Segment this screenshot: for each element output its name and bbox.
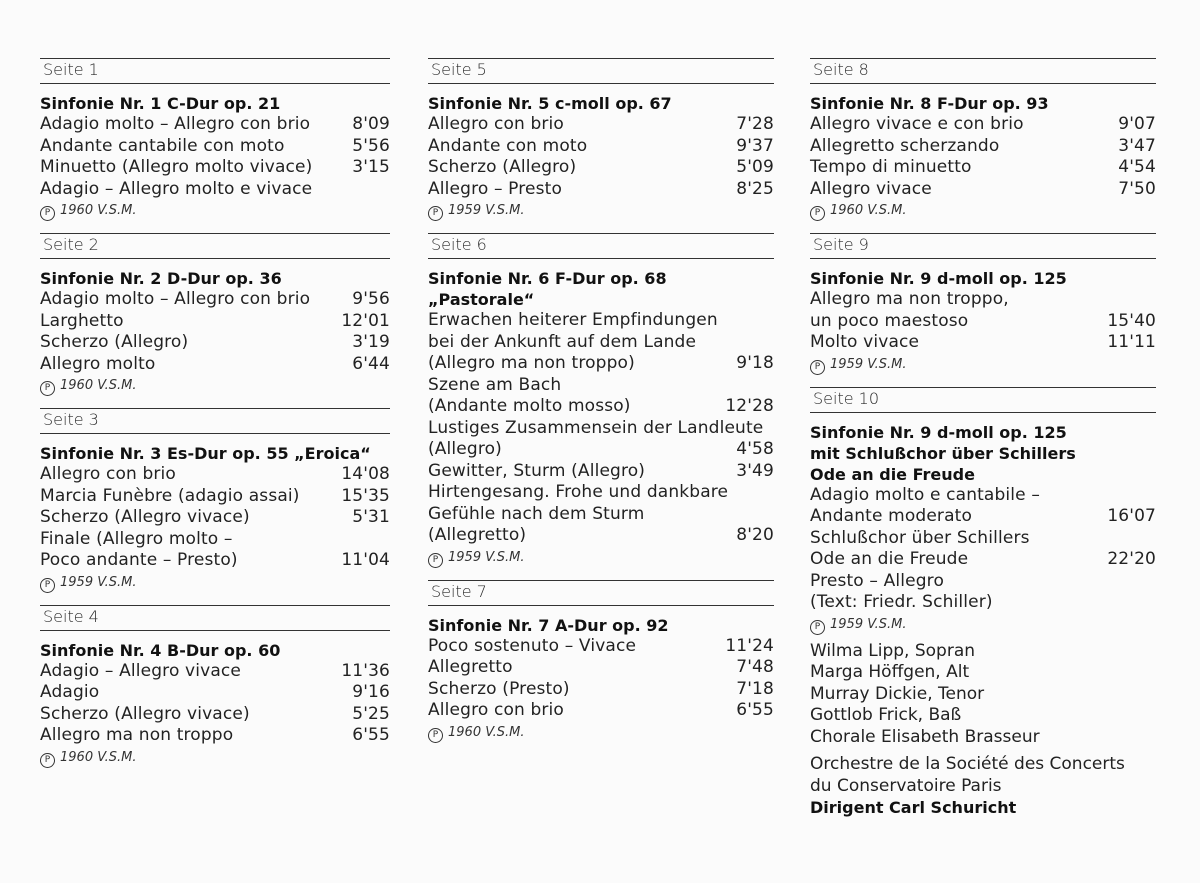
column-2	[428, 58, 774, 755]
side-heading: Seite 7	[428, 580, 774, 606]
track-title: (Andante molto mosso)	[428, 396, 631, 416]
track-duration: 4'58	[736, 439, 774, 459]
track-row	[810, 289, 1156, 311]
track-duration: 3'47	[1118, 135, 1156, 156]
track-duration: 7'28	[736, 114, 774, 134]
track-title: (Allegretto)	[428, 525, 527, 545]
symphony-title: Sinfonie Nr. 6 F-Dur op. 68 „Pastorale“	[428, 269, 667, 309]
track-row	[810, 592, 1156, 614]
track-title: Erwachen heiterer Empfindungen	[428, 310, 718, 330]
track-row	[40, 486, 390, 508]
copyright-text: 1959 V.S.M.	[448, 549, 525, 565]
track-title: (Text: Friedr. Schiller)	[810, 592, 993, 612]
track-title: Ode an die Freude	[810, 549, 969, 569]
copyright-line	[40, 200, 390, 221]
track-row	[40, 311, 390, 333]
copyright-line	[40, 747, 390, 768]
copyright-line	[428, 722, 774, 743]
track-title: Szene am Bach	[428, 374, 562, 395]
track-row	[428, 114, 774, 136]
track-duration: 8'09	[352, 114, 390, 134]
copyright-text: 1960 V.S.M.	[448, 724, 525, 740]
track-title: Scherzo (Allegro)	[40, 332, 189, 352]
track-duration: 7'50	[1118, 178, 1156, 199]
track-title: Allegro con brio	[40, 464, 176, 484]
phonogram-icon: P	[40, 381, 55, 396]
symphony-title: Sinfonie Nr. 5 c-moll op. 67	[428, 94, 672, 113]
track-duration: 15'35	[341, 485, 390, 506]
track-row	[428, 636, 774, 658]
side-heading: Seite 9	[810, 233, 1156, 259]
track-row	[40, 529, 390, 551]
track-row	[810, 332, 1156, 354]
copyright-line	[40, 375, 390, 396]
track-duration: 22'20	[1107, 549, 1156, 569]
track-row	[428, 310, 774, 332]
track-title: Finale (Allegro molto –	[40, 528, 233, 549]
track-duration: 7'48	[736, 657, 774, 677]
track-row	[40, 179, 390, 201]
track-row	[810, 485, 1156, 507]
orchestra-line: Orchestre de la Société des Concerts	[810, 754, 1125, 774]
phonogram-icon: P	[428, 728, 443, 743]
track-duration: 9'37	[736, 135, 774, 156]
track-row	[810, 506, 1156, 528]
track-duration: 9'16	[352, 682, 390, 702]
track-row	[40, 661, 390, 683]
track-row	[428, 179, 774, 201]
track-duration: 8'25	[736, 178, 774, 199]
symphony-title: Sinfonie Nr. 7 A-Dur op. 92	[428, 615, 669, 635]
track-row	[428, 375, 774, 397]
copyright-text: 1959 V.S.M.	[448, 203, 525, 218]
side-heading: Seite 3	[40, 408, 390, 434]
track-row	[428, 157, 774, 179]
track-row	[40, 704, 390, 726]
copyright-text: 1960 V.S.M.	[60, 749, 137, 765]
track-row	[428, 482, 774, 504]
track-duration: 3'49	[736, 460, 774, 481]
track-title: Lustiges Zusammensein der Landleute	[428, 417, 764, 438]
track-duration: 3'15	[352, 157, 390, 177]
side-4	[40, 605, 390, 768]
choir: Chorale Elisabeth Brasseur	[810, 726, 1040, 747]
track-row	[810, 179, 1156, 201]
track-title: Scherzo (Allegro vivace)	[40, 507, 250, 527]
track-title: Hirtengesang. Frohe und dankbare	[428, 482, 729, 502]
track-duration: 6'55	[736, 700, 774, 720]
phonogram-icon: P	[428, 553, 443, 568]
copyright-text: 1959 V.S.M.	[830, 356, 907, 372]
phonogram-icon: P	[428, 206, 443, 221]
side-heading: Seite 1	[40, 58, 390, 84]
symphony-title: Sinfonie Nr. 3 Es-Dur op. 55 „Eroica“	[40, 444, 371, 463]
track-title: Adagio molto – Allegro con brio	[40, 289, 311, 309]
side-6	[428, 233, 774, 568]
track-duration: 11'36	[341, 660, 390, 681]
track-row	[40, 464, 390, 486]
track-title: Allegro molto	[40, 353, 156, 374]
track-title: Allegro vivace e con brio	[810, 114, 1024, 134]
track-title: Minuetto (Allegro molto vivace)	[40, 157, 313, 177]
track-row	[40, 332, 390, 354]
track-duration: 5'31	[352, 507, 390, 527]
side-9	[810, 233, 1156, 375]
side-10	[810, 387, 1156, 819]
phonogram-icon: P	[810, 360, 825, 375]
track-row	[810, 114, 1156, 136]
symphony-title	[810, 422, 1156, 485]
symphony-title: Sinfonie Nr. 9 d-moll op. 125	[810, 269, 1067, 288]
track-row	[40, 114, 390, 136]
track-duration: 9'56	[352, 289, 390, 309]
title-line: mit Schlußchor über Schillers	[810, 443, 1076, 463]
copyright-line	[810, 614, 1156, 635]
track-duration: 15'40	[1107, 310, 1156, 331]
track-row	[428, 439, 774, 461]
track-title: Gefühle nach dem Sturm	[428, 503, 645, 524]
side-1	[40, 58, 390, 221]
track-title: Andante moderato	[810, 506, 972, 526]
track-title: Adagio molto – Allegro con brio	[40, 114, 311, 134]
track-title: Allegro con brio	[428, 700, 564, 720]
track-title: Molto vivace	[810, 332, 920, 352]
track-title: Poco sostenuto – Vivace	[428, 635, 637, 656]
track-title: Scherzo (Allegro vivace)	[40, 703, 250, 724]
column-3	[810, 58, 1156, 831]
track-duration: 11'04	[341, 550, 390, 570]
track-row	[40, 157, 390, 179]
track-row	[810, 136, 1156, 158]
track-row	[428, 525, 774, 547]
track-row	[40, 354, 390, 376]
track-title: Larghetto	[40, 310, 124, 331]
side-7	[428, 580, 774, 743]
copyright-text: 1960 V.S.M.	[60, 203, 137, 218]
track-row	[428, 136, 774, 158]
soloist: Murray Dickie, Tenor	[810, 683, 985, 704]
track-duration: 16'07	[1107, 506, 1156, 526]
track-row	[428, 418, 774, 440]
track-duration: 11'11	[1107, 332, 1156, 352]
track-title: Allegro vivace	[810, 178, 932, 199]
copyright-line	[40, 572, 390, 593]
track-title: Allegro ma non troppo	[40, 725, 234, 745]
symphony-title: Sinfonie Nr. 8 F-Dur op. 93	[810, 94, 1049, 113]
track-duration: 3'19	[352, 332, 390, 352]
track-row	[810, 571, 1156, 593]
phonogram-icon: P	[40, 578, 55, 593]
symphony-title: Sinfonie Nr. 4 B-Dur op. 60	[40, 640, 281, 660]
track-title: Tempo di minuetto	[810, 157, 972, 177]
track-title: Presto – Allegro	[810, 570, 945, 591]
side-heading: Seite 5	[428, 58, 774, 84]
track-duration: 12'28	[725, 396, 774, 416]
track-title: Poco andante – Presto)	[40, 550, 238, 570]
track-row	[428, 504, 774, 526]
track-row	[40, 550, 390, 572]
track-title: Allegro con brio	[428, 114, 564, 134]
track-row	[428, 657, 774, 679]
copyright-text: 1959 V.S.M.	[830, 616, 907, 632]
copyright-text: 1959 V.S.M.	[60, 574, 137, 590]
copyright-line	[810, 200, 1156, 221]
side-2	[40, 233, 390, 396]
track-title: Scherzo (Presto)	[428, 678, 570, 699]
track-title: Allegretto scherzando	[810, 135, 1000, 156]
side-heading: Seite 8	[810, 58, 1156, 84]
track-row	[40, 725, 390, 747]
track-row	[40, 682, 390, 704]
track-row	[810, 157, 1156, 179]
track-row	[428, 461, 774, 483]
track-title: (Allegro)	[428, 439, 502, 459]
track-row	[810, 311, 1156, 333]
track-row	[810, 528, 1156, 550]
side-3	[40, 408, 390, 593]
track-duration: 12'01	[341, 310, 390, 331]
copyright-text: 1960 V.S.M.	[60, 378, 137, 393]
phonogram-icon: P	[40, 206, 55, 221]
track-row	[428, 396, 774, 418]
track-duration: 9'07	[1118, 114, 1156, 134]
track-duration: 6'44	[352, 353, 390, 374]
track-row	[428, 332, 774, 354]
side-8	[810, 58, 1156, 221]
track-duration: 5'25	[352, 703, 390, 724]
side-5	[428, 58, 774, 221]
orchestra-line: du Conservatoire Paris	[810, 775, 1002, 796]
track-duration: 8'20	[736, 525, 774, 545]
track-row	[40, 507, 390, 529]
phonogram-icon: P	[40, 753, 55, 768]
track-duration: 4'54	[1118, 157, 1156, 177]
track-row	[40, 136, 390, 158]
track-duration: 7'18	[736, 678, 774, 699]
side-heading: Seite 2	[40, 233, 390, 259]
symphony-title: Sinfonie Nr. 1 C-Dur op. 21	[40, 94, 281, 113]
side-heading: Seite 10	[810, 387, 1156, 413]
track-title: (Allegro ma non troppo)	[428, 353, 635, 373]
track-row	[40, 289, 390, 311]
track-row	[810, 549, 1156, 571]
track-title: Adagio molto e cantabile –	[810, 484, 1040, 505]
track-title: Adagio – Allegro vivace	[40, 660, 242, 681]
phonogram-icon: P	[810, 620, 825, 635]
track-row	[428, 679, 774, 701]
column-1	[40, 58, 390, 780]
side-heading: Seite 4	[40, 605, 390, 631]
track-title: Scherzo (Allegro)	[428, 157, 577, 177]
track-title: Adagio – Allegro molto e vivace	[40, 178, 313, 199]
track-duration: 5'09	[736, 157, 774, 177]
track-title: Adagio	[40, 682, 100, 702]
copyright-line	[428, 547, 774, 568]
title-line: Ode an die Freude	[810, 464, 975, 484]
copyright-line	[810, 354, 1156, 375]
copyright-line	[428, 200, 774, 221]
track-duration: 9'18	[736, 353, 774, 373]
conductor: Dirigent Carl Schuricht	[810, 798, 1017, 817]
track-title: Gewitter, Sturm (Allegro)	[428, 460, 646, 481]
track-title: Marcia Funèbre (adagio assai)	[40, 485, 300, 506]
track-title: Allegretto	[428, 657, 513, 677]
track-title: Schlußchor über Schillers	[810, 527, 1030, 548]
track-duration: 14'08	[341, 464, 390, 484]
phonogram-icon: P	[810, 206, 825, 221]
track-duration: 11'24	[725, 635, 774, 656]
soloist: Gottlob Frick, Baß	[810, 705, 962, 725]
soloist: Wilma Lipp, Sopran	[810, 640, 976, 661]
copyright-text: 1960 V.S.M.	[830, 203, 907, 218]
track-title: un poco maestoso	[810, 310, 969, 331]
track-row	[428, 353, 774, 375]
track-row	[428, 700, 774, 722]
symphony-title: Sinfonie Nr. 2 D-Dur op. 36	[40, 269, 282, 288]
track-title: bei der Ankunft auf dem Lande	[428, 331, 697, 352]
track-title: Andante cantabile con moto	[40, 135, 285, 156]
track-duration: 5'56	[352, 135, 390, 156]
track-title: Allegro ma non troppo,	[810, 289, 1009, 309]
track-title: Allegro – Presto	[428, 178, 563, 199]
soloist: Marga Höffgen, Alt	[810, 662, 970, 682]
track-duration: 6'55	[352, 725, 390, 745]
track-title: Andante con moto	[428, 135, 588, 156]
title-line: Sinfonie Nr. 9 d-moll op. 125	[810, 422, 1067, 442]
side-heading: Seite 6	[428, 233, 774, 259]
